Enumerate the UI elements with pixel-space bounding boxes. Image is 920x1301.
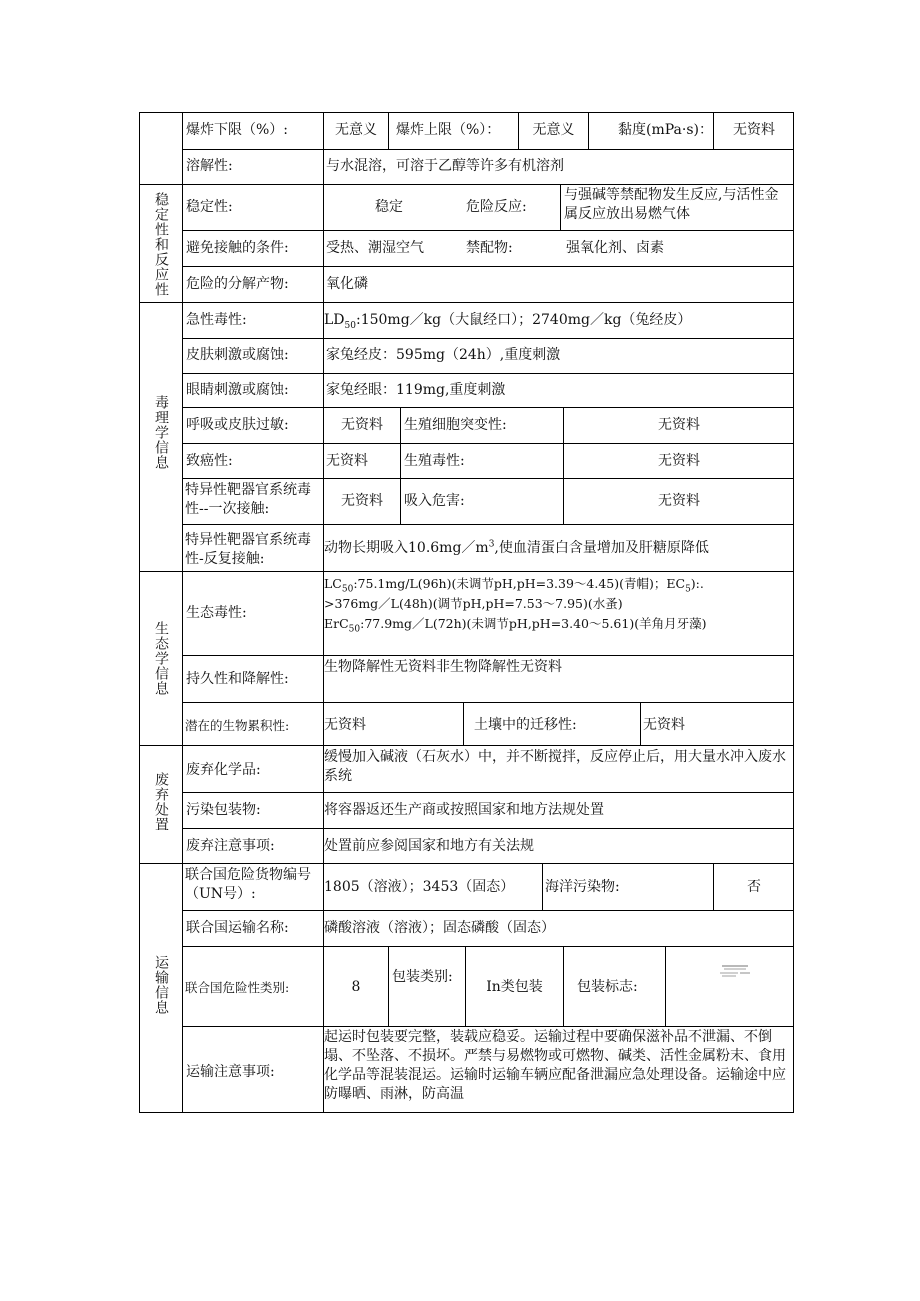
un-number-value: 1805（溶液）；3453（固态） [324, 879, 515, 895]
reproductive-value: 无资料 [658, 453, 700, 469]
decomposition-label: 危险的分解产物: [186, 276, 289, 292]
sensitization-value: 无资料 [341, 417, 383, 433]
packing-group-label: 包装类别: [392, 969, 453, 985]
soil-mobility-label: 土壤中的迁移性: [474, 717, 577, 733]
contaminated-package-label: 污染包装物: [186, 802, 261, 818]
column-divider [560, 184, 561, 230]
stot-repeat-label: 特异性靶器官系统毒性-反复接触: [185, 532, 311, 567]
avoid-value: 受热、潮湿空气 [326, 240, 424, 256]
avoid-label: 避免接触的条件: [186, 240, 289, 256]
section-ecology-title: 生态学信息 [153, 621, 169, 696]
disposal-notes-label: 废弃注意事项: [186, 838, 275, 854]
section-divider [139, 745, 794, 746]
solubility-value: 与水混溶，可溶于乙醇等许多有机溶剂 [326, 158, 564, 174]
column-divider [388, 946, 389, 1026]
row-divider [182, 338, 794, 339]
column-divider [665, 946, 666, 1026]
un-number-label: 联合国危险货物编号（UN号）: [185, 867, 311, 902]
packing-group-value: In类包装 [486, 979, 543, 995]
eye-irritation-label: 眼睛刺激或腐蚀: [186, 382, 289, 398]
waste-chemical-value: 缓慢加入碱液（石灰水）中，并不断搅拌，反应停止后，用大量水冲入废水系统 [324, 749, 786, 784]
row-divider [182, 524, 794, 525]
bioaccumulation-value: 无资料 [324, 717, 366, 733]
section-divider [139, 571, 794, 572]
row-divider [182, 373, 794, 374]
acute-toxicity-value: $LD_{50}:150mg/kg$（大鼠经口）；2740mg／kg（兔经皮） [324, 312, 692, 331]
sensitization-label: 呼吸或皮肤过敏: [186, 417, 289, 433]
mutagenicity-label: 生殖细胞突变性: [404, 417, 507, 433]
section-divider [139, 184, 794, 185]
section-disposal-title: 废弃处置 [153, 772, 169, 832]
reaction-label: 危险反应: [466, 199, 527, 215]
section-divider [139, 863, 794, 864]
aspiration-value: 无资料 [658, 493, 700, 509]
incompatible-label: 禁配物: [466, 240, 513, 256]
stot-single-value: 无资料 [341, 493, 383, 509]
decomposition-value: 氧化磷 [326, 276, 368, 292]
column-divider [388, 112, 389, 149]
skin-irritation-value: 家兔经皮：595mg（24h）,重度刺激 [326, 347, 561, 363]
eye-irritation-value: 家兔经眼：119mg,重度刺激 [326, 382, 506, 398]
persistence-label: 持久性和降解性: [186, 671, 289, 687]
ecotoxicity-label: 生态毒性: [186, 605, 247, 621]
persistence-value: 生物降解性无资料非生物降解性无资料 [324, 659, 562, 675]
stot-repeat-value: 动物长期吸入$10.6mg/m^3$,使血清蛋白含量增加及肝糖原降低 [324, 539, 709, 556]
bioaccumulation-label: 潜在的生物累积性: [185, 718, 290, 733]
row-divider [182, 266, 794, 267]
row-divider [182, 407, 794, 408]
row-divider [182, 910, 794, 911]
column-divider [463, 702, 464, 745]
section-divider [139, 302, 794, 303]
stot-single-label: 特异性靶器官系统毒性--一次接触: [185, 482, 311, 517]
column-divider [182, 112, 183, 1113]
marine-pollutant-value: 否 [747, 879, 761, 895]
section-transport-title: 运输信息 [153, 955, 169, 1015]
hazard-class-label: 联合国危险性类别: [185, 980, 290, 995]
incompatible-value: 强氧化剂、卤素 [566, 240, 664, 256]
row-divider [182, 478, 794, 479]
column-divider [563, 946, 564, 1026]
aspiration-label: 吸入危害: [404, 493, 465, 509]
shipping-name-label: 联合国运输名称: [186, 920, 289, 936]
marine-pollutant-label: 海洋污染物: [545, 879, 620, 895]
row-divider [182, 1026, 794, 1027]
hazard-class-value: 8 [351, 979, 361, 995]
uel-value: 无意义 [532, 122, 575, 138]
column-divider [640, 702, 641, 745]
contaminated-package-value: 将容器返还生产商或按照国家和地方法规处置 [324, 802, 604, 818]
waste-chemical-label: 废弃化学品: [186, 762, 261, 778]
package-mark-label: 包装标志: [577, 979, 638, 995]
viscosity-value: 无资料 [733, 122, 775, 138]
transport-notes-value: 起运时包装要完整，装载应稳妥。运输过程中要确保滋补品不泄漏、不倒塌、不坠落、不损坏。严禁与易燃物或可燃物、碱类、活性金属粉末、食用化学品等混装混运。运输时运输车辆应配备泄漏应急处理设备。运输途中应防曝晒、雨淋，防高温 [324, 1029, 786, 1102]
section-toxicology-title: 毒理学信息 [153, 395, 169, 470]
transport-notes-label: 运输注意事项: [186, 1064, 275, 1080]
lel-label: 爆炸下限（%）: [186, 122, 289, 138]
row-divider [182, 792, 794, 793]
row-divider [182, 702, 794, 703]
carcinogenicity-value: 无资料 [326, 453, 368, 469]
row-divider [182, 946, 794, 947]
mutagenicity-value: 无资料 [658, 417, 700, 433]
reproductive-label: 生殖毒性: [404, 453, 465, 469]
shipping-name-value: 磷酸溶液（溶液）；固态磷酸（固态） [324, 920, 555, 936]
row-divider [182, 149, 794, 150]
solubility-label: 溶解性: [186, 158, 233, 174]
ecotoxicity-line-2: >376mg／L(48h)(调节pH,pH=7.53～7.95)(水蚤) [324, 596, 623, 611]
skin-irritation-label: 皮肤刺激或腐蚀: [186, 347, 289, 363]
carcinogenicity-label: 致癌性: [186, 453, 233, 469]
reaction-value: 与强碱等禁配物发生反应,与活性金属反应放出易燃气体 [564, 187, 779, 222]
soil-mobility-value: 无资料 [643, 717, 685, 733]
uel-label: 爆炸上限（%）： [396, 122, 501, 138]
column-divider [542, 863, 543, 910]
column-divider [588, 112, 589, 149]
ecotoxicity-line-1: $LC_{50}:75.1mg/L(96h)$(未调节pH,pH=3.39～4.45)(青帽)；$EC_5$):. [324, 576, 704, 595]
lel-value: 无意义 [335, 122, 377, 138]
acute-toxicity-label: 急性毒性: [186, 312, 247, 328]
corrosive-mark-icon [716, 962, 754, 984]
row-divider [182, 230, 794, 231]
row-divider [182, 655, 794, 656]
row-divider [182, 828, 794, 829]
stability-label: 稳定性: [186, 199, 233, 215]
column-divider [400, 407, 401, 524]
viscosity-label: 黏度(mPa·s)： [618, 122, 713, 138]
ecotoxicity-line-3: ErC$_{50}$:77.9mg／L(72h)(未调节pH,pH=3.40～5.61)(羊角月牙藻) [324, 616, 707, 635]
stability-value: 稳定 [375, 199, 403, 215]
section-stability-title: 稳定性和反应性 [153, 192, 169, 297]
row-divider [182, 443, 794, 444]
disposal-notes-value: 处置前应参阅国家和地方有关法规 [324, 838, 534, 854]
